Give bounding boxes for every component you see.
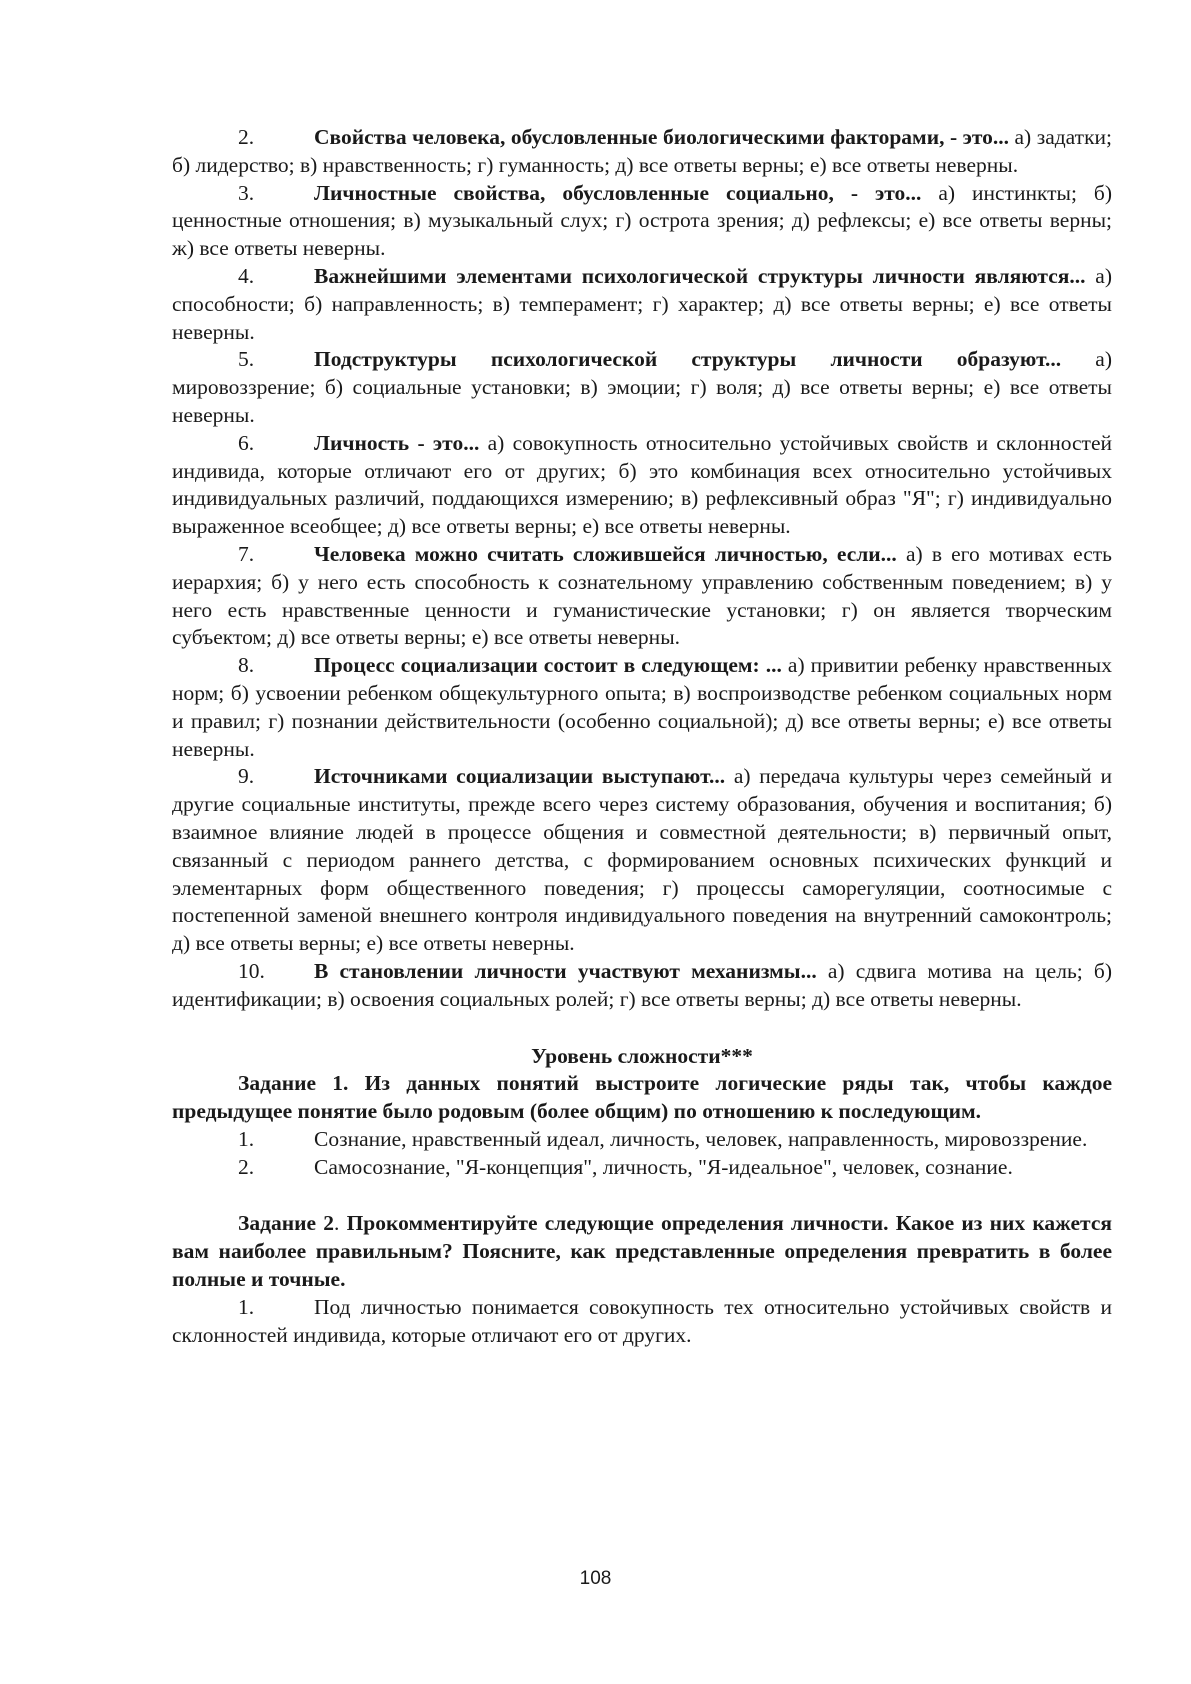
question-item — [172, 430, 1112, 541]
question-item — [172, 346, 1112, 429]
task-item-text: Под личностью понимается совокупность тех относительно устойчивых свойств и склонностей индивида, которые отличают его от других. — [172, 1294, 1112, 1347]
spacer — [172, 1014, 1112, 1043]
question-text: Источниками социализации выступают... — [314, 764, 726, 789]
question-text: Человека можно считать сложившейся личностью, если... — [314, 541, 897, 566]
question-text: Процесс социализации состоит в следующем: ... — [314, 653, 782, 678]
task-2-item — [172, 1294, 1112, 1350]
task-1-title: Задание 1. Из данных понятий выстроите логические ряды так, чтобы каждое предыдущее понятие было родовым (более общим) по отношению к последующим. — [172, 1071, 1112, 1124]
question-answers: а) передача культуры через семейный и другие социальные институты, прежде всего через систему образования, обучения и воспитания; б) взаимное влияние людей в процессе общения и совместной деятельности; в) первичный опыт, связанный с периодом раннего детства, с формированием основных психических функций и элементарных форм общественного поведения; г) процессы саморегуляции, соотносимые с постепенной заменой внешнего контроля индивидуального поведения на внутренний самоконтроль; д) все ответы верны; е) все ответы неверны. — [172, 764, 1112, 956]
task-2-title — [172, 1210, 1112, 1293]
question-text: В становлении личности участвуют механизмы... — [314, 958, 817, 983]
question-list — [172, 124, 1112, 1014]
task-2-label: Задание 2 — [238, 1211, 334, 1236]
question-number: 2. — [238, 125, 255, 149]
question-item — [172, 763, 1112, 958]
question-answers: а) задатки; б) лидерство; в) нравственность; г) гуманность; д) все ответы верны; е) все ответы неверны. — [172, 125, 1112, 177]
question-number: 10. — [238, 958, 265, 983]
question-item — [172, 263, 1112, 346]
question-number: 8. — [238, 653, 255, 678]
question-number: 4. — [238, 263, 255, 288]
question-number: 9. — [238, 764, 255, 789]
question-number: 7. — [238, 541, 255, 566]
question-text: Важнейшими элементами психологической структуры личности являются... — [314, 263, 1086, 288]
question-answers: а) сдвига мотива на цель; б) идентификации; в) освоения социальных ролей; г) все ответы верны; д) все ответы неверны. — [172, 958, 1112, 1011]
question-text: Личность - это... — [314, 430, 480, 455]
task-1-item — [172, 1126, 1112, 1154]
question-number: 5. — [238, 347, 255, 372]
question-answers: а) способности; б) направленность; в) темперамент; г) характер; д) все ответы верны; е) все ответы неверны. — [172, 263, 1112, 344]
task-1-item — [172, 1154, 1112, 1182]
task-item-number: 2. — [238, 1154, 255, 1179]
task-item-number: 1. — [238, 1294, 255, 1319]
task-item-text: Сознание, нравственный идеал, личность, человек, направленность, мировоззрение. — [314, 1126, 1088, 1151]
question-answers: а) привитии ребенку нравственных норм; б) усвоении ребенком общекультурного опыта; в) воспроизводстве ребенком социальных норм и правил; г) познании действительности (особенно социальной); д) все ответы верны; е) все ответы неверны. — [172, 653, 1112, 761]
question-item — [172, 541, 1112, 652]
page-body — [172, 124, 1112, 1349]
question-text: Личностные свойства, обусловленные социально, - это... — [314, 180, 922, 205]
question-item — [172, 180, 1112, 263]
question-number: 3. — [238, 180, 255, 205]
task-item-number: 1. — [238, 1126, 255, 1151]
question-answers: а) в его мотивах есть иерархия; б) у него есть способность к сознательному управлению собственным поведением; в) у него есть нравственные ценности и гуманистические установки; г) он является творческим субъектом; д) все ответы верны; е) все ответы неверны. — [172, 541, 1112, 650]
question-item — [172, 652, 1112, 763]
page-number: 108 — [579, 1568, 612, 1589]
question-text: Подструктуры психологической структуры личности образуют... — [314, 347, 1062, 372]
task-2-text: Прокомментируйте следующие определения личности. Какое из них кажется вам наиболее правильным? Поясните, как представленные определения превратить в более полные и точные. — [172, 1211, 1112, 1292]
task-2-separator: . — [334, 1211, 347, 1236]
question-answers: а) инстинкты; б) ценностные отношения; в) музыкальный слух; г) острота зрения; д) рефлексы; е) все ответы верны; ж) все ответы неверны. — [172, 180, 1112, 261]
question-text: Свойства человека, обусловленные биологическими факторами, - это... — [314, 125, 1010, 149]
question-answers: а) совокупность относительно устойчивых свойств и склонностей индивида, которые отличают его от других; б) это комбинация всех относительно устойчивых индивидуальных различий, поддающихся измерению; в) рефлексивный образ "Я"; г) индивидуально выраженное всеобщее; д) все ответы верны; е) все ответы неверны. — [172, 430, 1112, 539]
question-number: 6. — [238, 430, 255, 455]
question-item — [172, 958, 1112, 1014]
question-answers: а) мировоззрение; б) социальные установки; в) эмоции; г) воля; д) все ответы верны; е) все ответы неверны. — [172, 347, 1112, 427]
spacer — [172, 1181, 1112, 1210]
task-item-text: Самосознание, "Я-концепция", личность, "Я-идеальное", человек, сознание. — [314, 1154, 1013, 1179]
question-item — [172, 124, 1112, 180]
level-heading: Уровень сложности*** — [531, 1043, 753, 1068]
